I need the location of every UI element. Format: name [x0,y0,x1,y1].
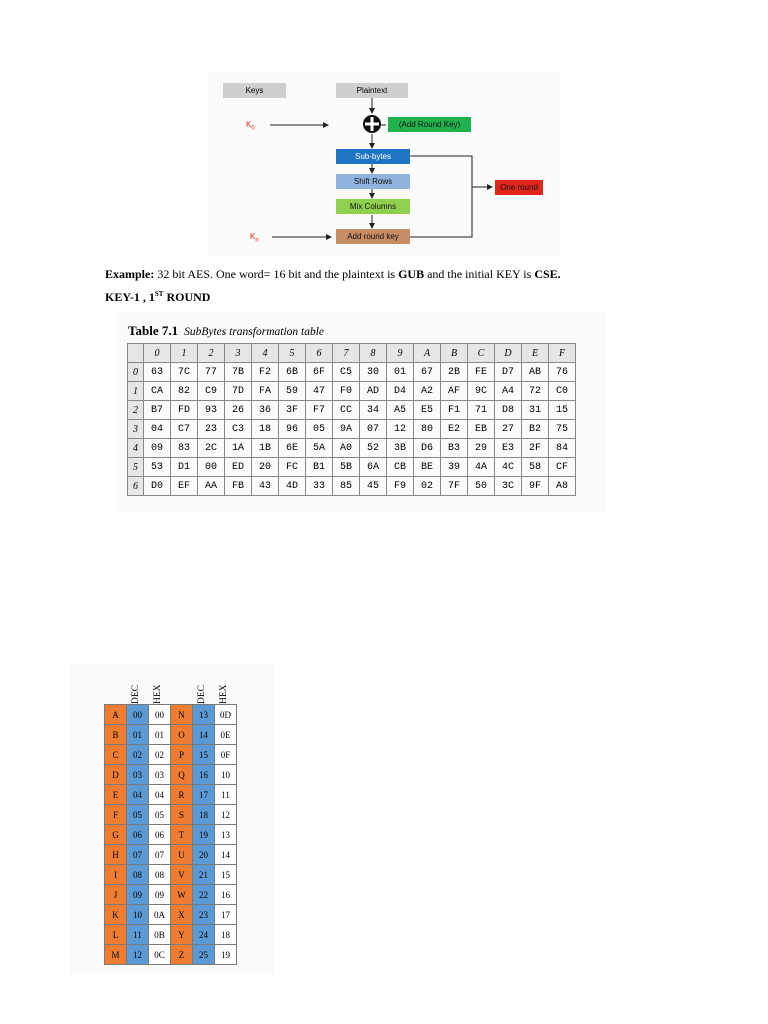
letter-cell: M [105,945,127,965]
letter-cell: U [171,845,193,865]
col-header-hex-1: HEX [153,684,163,704]
dec-cell: 18 [193,805,215,825]
table-cell: FC [279,458,306,477]
table-cell: 02 [414,477,441,496]
dec-cell: 17 [193,785,215,805]
table-cell: A4 [495,382,522,401]
dec-cell: 21 [193,865,215,885]
aes-flow-diagram [208,72,560,257]
letter-cell: S [171,805,193,825]
hex-cell: 0E [215,725,237,745]
hex-cell: 06 [149,825,171,845]
column-header: B [441,344,468,363]
letter-cell: I [105,865,127,885]
hex-cell: 08 [149,865,171,885]
table-cell: 6F [306,363,333,382]
table-cell: CA [144,382,171,401]
table-cell: FA [252,382,279,401]
column-header: C [468,344,495,363]
table-cell: 09 [144,439,171,458]
dec-cell: 14 [193,725,215,745]
table-cell: 6B [279,363,306,382]
hex-cell: 12 [215,805,237,825]
mix-columns-box: Mix Columns [336,199,410,214]
table-cell: F9 [387,477,414,496]
dec-cell: 19 [193,825,215,845]
hex-cell: 05 [149,805,171,825]
table-cell: FB [225,477,252,496]
table-cell: 63 [144,363,171,382]
add-round-key-bottom-box: Add round key [336,229,410,244]
table-cell: 30 [360,363,387,382]
table-cell: 82 [171,382,198,401]
table-cell: 31 [522,401,549,420]
table-cell: BE [414,458,441,477]
letter-cell: B [105,725,127,745]
table-cell: 84 [549,439,576,458]
hex-cell: 0D [215,705,237,725]
letter-cell: N [171,705,193,725]
table-cell: CC [333,401,360,420]
column-header: D [495,344,522,363]
example-label: Example: [105,267,155,281]
row-header: 4 [128,439,144,458]
letter-cell: E [105,785,127,805]
hex-cell: 0B [149,925,171,945]
column-header: 5 [279,344,306,363]
hex-cell: 04 [149,785,171,805]
hex-cell: 17 [215,905,237,925]
hex-cell: 02 [149,745,171,765]
hex-cell: 19 [215,945,237,965]
table-cell: F0 [333,382,360,401]
hex-cell: 14 [215,845,237,865]
table-cell: 80 [414,420,441,439]
column-header: 2 [198,344,225,363]
row-header: 2 [128,401,144,420]
example-text-1: 32 bit AES. One word= 16 bit and the plaintext is [154,267,399,281]
table-row [128,382,576,401]
table-cell: E3 [495,439,522,458]
letter-cell: X [171,905,193,925]
table-row [105,825,237,845]
table-cell: ED [225,458,252,477]
hex-cell: 09 [149,885,171,905]
table-cell: 04 [144,420,171,439]
dec-cell: 05 [127,805,149,825]
table-cell: 53 [144,458,171,477]
hex-cell: 0C [149,945,171,965]
hex-cell: 10 [215,765,237,785]
table-cell: 4C [495,458,522,477]
table-cell: E5 [414,401,441,420]
column-header: 8 [360,344,387,363]
table-cell: 9A [333,420,360,439]
table-cell: 15 [549,401,576,420]
table-cell: 3B [387,439,414,458]
table-cell: 33 [306,477,333,496]
hex-cell: 18 [215,925,237,945]
letter-cell: O [171,725,193,745]
table-cell: A8 [549,477,576,496]
table-caption: SubBytes transformation table [184,326,325,338]
hex-cell: 0F [215,745,237,765]
col-header-hex-2: HEX [219,684,229,704]
table-cell: F1 [441,401,468,420]
table-cell: AD [360,382,387,401]
table-cell: E2 [441,420,468,439]
table-cell: A5 [387,401,414,420]
table-row [105,885,237,905]
k0-label: $K_0$ [246,120,255,132]
table-title [128,323,324,339]
letter-cell: D [105,765,127,785]
table-cell: 5B [333,458,360,477]
dec-cell: 03 [127,765,149,785]
table-cell: A0 [333,439,360,458]
table-cell: 96 [279,420,306,439]
dec-cell: 04 [127,785,149,805]
table-cell: 58 [522,458,549,477]
example-line [105,267,561,282]
table-number: Table 7.1 [128,323,179,338]
table-cell: 85 [333,477,360,496]
table-cell: 7F [441,477,468,496]
table-cell: 07 [360,420,387,439]
dec-cell: 25 [193,945,215,965]
subbytes-table [127,343,576,496]
table-cell: 83 [171,439,198,458]
letter-cell: Z [171,945,193,965]
table-row [128,401,576,420]
column-header: 1 [171,344,198,363]
table-cell: F2 [252,363,279,382]
table-cell: 43 [252,477,279,496]
dec-cell: 06 [127,825,149,845]
table-cell: 00 [198,458,225,477]
column-header: A [414,344,441,363]
hex-cell: 07 [149,845,171,865]
table-cell: 1A [225,439,252,458]
dec-cell: 10 [127,905,149,925]
table-row [128,363,576,382]
table-row [105,785,237,805]
keys-box: Keys [223,83,286,98]
table-cell: AB [522,363,549,382]
table-cell: 67 [414,363,441,382]
table-cell: 7B [225,363,252,382]
table-corner-cell [128,344,144,363]
hex-cell: 01 [149,725,171,745]
letter-cell: Q [171,765,193,785]
hex-cell: 11 [215,785,237,805]
dec-cell: 24 [193,925,215,945]
table-cell: 36 [252,401,279,420]
table-cell: 75 [549,420,576,439]
table-cell: C5 [333,363,360,382]
table-cell: 26 [225,401,252,420]
table-cell: 01 [387,363,414,382]
dec-cell: 09 [127,885,149,905]
column-header: 0 [144,344,171,363]
hex-cell: 00 [149,705,171,725]
subbytes-table-figure [116,312,606,512]
column-header: 7 [333,344,360,363]
table-cell: D0 [144,477,171,496]
table-row [105,745,237,765]
table-cell: 50 [468,477,495,496]
hex-cell: 03 [149,765,171,785]
letter-cell: H [105,845,127,865]
table-cell: CB [387,458,414,477]
key-value: CSE. [534,267,561,281]
table-cell: B2 [522,420,549,439]
column-header: F [549,344,576,363]
table-row [105,845,237,865]
row-header: 3 [128,420,144,439]
table-cell: 1B [252,439,279,458]
letter-cell: A [105,705,127,725]
letter-cell: G [105,825,127,845]
table-row [128,477,576,496]
hex-cell: 16 [215,885,237,905]
table-cell: D4 [387,382,414,401]
table-cell: AF [441,382,468,401]
table-cell: 4A [468,458,495,477]
add-round-key-top-box: (Add Round Key) [388,117,471,132]
table-cell: EF [171,477,198,496]
table-cell: EB [468,420,495,439]
table-cell: 3C [495,477,522,496]
table-cell: CF [549,458,576,477]
column-header: 6 [306,344,333,363]
table-cell: 2B [441,363,468,382]
col-header-dec-1: DEC [131,685,141,704]
letter-cell: C [105,745,127,765]
table-row [105,945,237,965]
dec-cell: 11 [127,925,149,945]
dec-cell: 12 [127,945,149,965]
table-cell: 6E [279,439,306,458]
table-row [105,765,237,785]
hex-cell: 0A [149,905,171,925]
plaintext-box: Plaintext [336,83,408,98]
table-cell: 47 [306,382,333,401]
table-cell: 52 [360,439,387,458]
table-row [105,725,237,745]
dec-cell: 22 [193,885,215,905]
table-cell: 27 [495,420,522,439]
table-cell: A2 [414,382,441,401]
table-cell: 7C [171,363,198,382]
sub-bytes-box: Sub-bytes [336,149,410,164]
table-cell: 5A [306,439,333,458]
col-header-dec-2: DEC [197,685,207,704]
table-cell: 18 [252,420,279,439]
key1-heading: KEY-1 , 1ST ROUND [105,290,211,304]
dec-cell: 08 [127,865,149,885]
letter-cell: R [171,785,193,805]
dec-cell: 00 [127,705,149,725]
table-cell: 93 [198,401,225,420]
dec-cell: 02 [127,745,149,765]
table-row [105,925,237,945]
table-cell: 71 [468,401,495,420]
dec-cell: 15 [193,745,215,765]
letter-cell: W [171,885,193,905]
table-cell: 12 [387,420,414,439]
one-round-box: One round [495,180,543,195]
column-header: 4 [252,344,279,363]
table-cell: 7D [225,382,252,401]
table-row [128,439,576,458]
row-header: 0 [128,363,144,382]
table-cell: AA [198,477,225,496]
table-cell: 6A [360,458,387,477]
letter-cell: J [105,885,127,905]
letter-cell: P [171,745,193,765]
table-cell: D7 [495,363,522,382]
table-cell: C0 [549,382,576,401]
letter-cell: T [171,825,193,845]
table-cell: C7 [171,420,198,439]
table-cell: 34 [360,401,387,420]
table-cell: D6 [414,439,441,458]
table-cell: 23 [198,420,225,439]
dec-cell: 16 [193,765,215,785]
table-cell: D1 [171,458,198,477]
table-cell: D8 [495,401,522,420]
letter-code-table [104,704,237,965]
table-cell: 9F [522,477,549,496]
table-cell: 72 [522,382,549,401]
letter-cell: L [105,925,127,945]
row-header: 5 [128,458,144,477]
table-row [105,865,237,885]
row-header: 1 [128,382,144,401]
table-cell: F7 [306,401,333,420]
table-cell: C3 [225,420,252,439]
table-cell: FD [171,401,198,420]
column-header: E [522,344,549,363]
table-cell: 39 [441,458,468,477]
table-cell: B3 [441,439,468,458]
table-cell: 2C [198,439,225,458]
table-cell: 59 [279,382,306,401]
row-header: 6 [128,477,144,496]
table-cell: 9C [468,382,495,401]
dec-cell: 13 [193,705,215,725]
shift-rows-box: Shift Rows [336,174,410,189]
table-row [105,705,237,725]
table-cell: 76 [549,363,576,382]
plaintext-value: GUB [398,267,425,281]
table-cell: 4D [279,477,306,496]
table-cell: 77 [198,363,225,382]
table-cell: 29 [468,439,495,458]
table-cell: 05 [306,420,333,439]
table-row [105,905,237,925]
table-cell: 3F [279,401,306,420]
letter-cell: V [171,865,193,885]
hex-cell: 15 [215,865,237,885]
table-cell: FE [468,363,495,382]
letter-cell: F [105,805,127,825]
hex-cell: 13 [215,825,237,845]
table-cell: C9 [198,382,225,401]
table-cell: 45 [360,477,387,496]
example-text-2: and the initial KEY is [424,267,535,281]
letter-cell: Y [171,925,193,945]
table-cell: B7 [144,401,171,420]
table-row [128,420,576,439]
dec-cell: 01 [127,725,149,745]
kn-label: $K_n$ [250,232,259,244]
dec-cell: 20 [193,845,215,865]
table-cell: B1 [306,458,333,477]
column-header: 9 [387,344,414,363]
table-cell: 2F [522,439,549,458]
table-row [128,458,576,477]
dec-cell: 23 [193,905,215,925]
table-cell: 20 [252,458,279,477]
table-row [105,805,237,825]
dec-cell: 07 [127,845,149,865]
column-header: 3 [225,344,252,363]
letter-code-table-figure [70,664,274,974]
letter-cell: K [105,905,127,925]
